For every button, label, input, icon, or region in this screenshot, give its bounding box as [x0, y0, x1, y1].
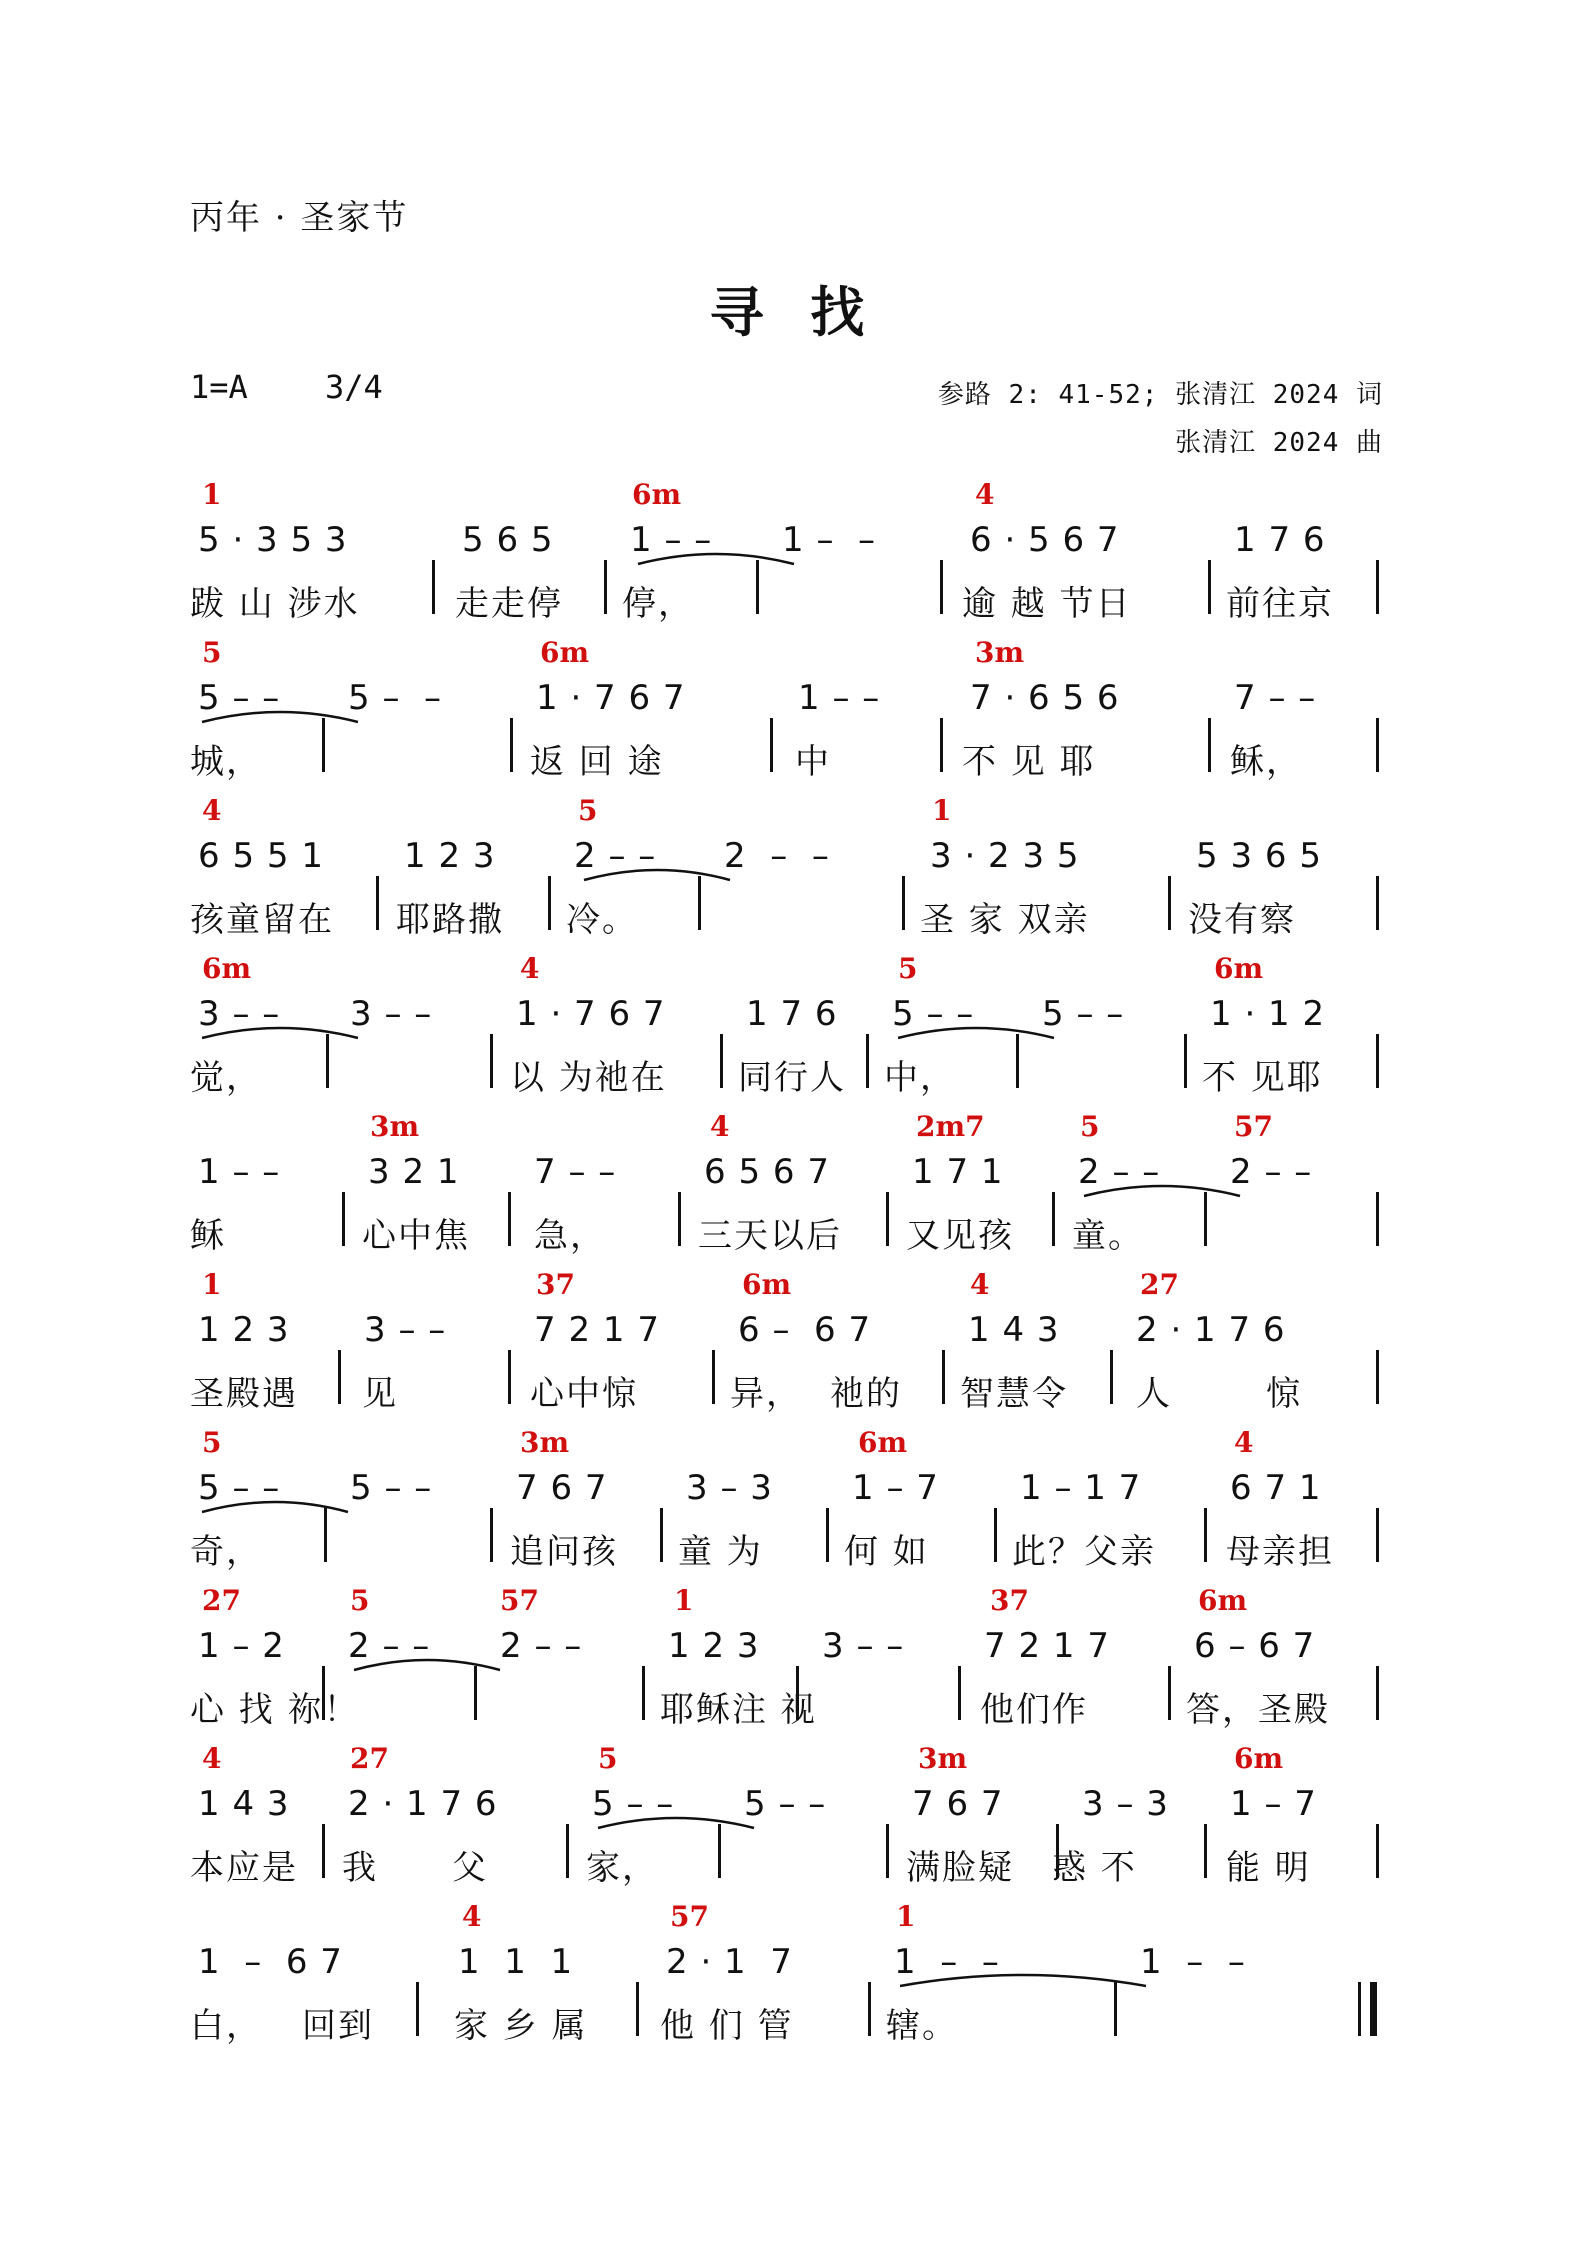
chord-symbol: 57 [1234, 1110, 1273, 1143]
lyric-line: 智慧令 [960, 1374, 1068, 1414]
note-measure: 2 – – [348, 1626, 431, 1666]
note-measure: 3 – – [364, 1310, 447, 1350]
chord-symbol: 6m [1234, 1742, 1284, 1775]
note-measure: 3 · 2 3 5 [930, 836, 1080, 876]
time-signature: 3/4 [325, 368, 383, 406]
note-measure: 1 4 3 [198, 1784, 290, 1824]
note-measure: 1 7 6 [746, 994, 838, 1034]
chord-symbol: 6m [540, 636, 590, 669]
lyric-line: 前往京 [1226, 584, 1334, 624]
chord-symbol: 37 [536, 1268, 575, 1301]
note-measure: 5 – – [744, 1784, 827, 1824]
lyric-line: 耶稣注 视 [660, 1690, 817, 1730]
lyric-line: 家 乡 属 [454, 2006, 588, 2046]
score-system-2 [190, 636, 1380, 786]
note-measure: 5 – – [592, 1784, 675, 1824]
lyric-line: 能 明 [1226, 1848, 1311, 1888]
note-measure: 1 – 7 [1230, 1784, 1317, 1824]
note-measure: 7 – – [534, 1152, 617, 1192]
chord-symbol: 3m [975, 636, 1025, 669]
lyric-line: 回到 [302, 2006, 374, 2046]
lyric-line: 稣 [190, 1216, 226, 1256]
note-measure: 5 · 3 5 3 [198, 520, 348, 560]
lyric-line: 停， [622, 584, 694, 624]
note-measure: 1 7 6 [1234, 520, 1326, 560]
lyric-line: 耶路撒 [396, 900, 504, 940]
note-measure: 1 – – [782, 520, 877, 560]
score-system-3 [190, 794, 1380, 944]
lyric-line: 同行人 [738, 1058, 846, 1098]
note-measure: 6 – 6 7 [1194, 1626, 1316, 1666]
chord-symbol: 5 [202, 636, 222, 669]
chord-symbol: 4 [710, 1110, 730, 1143]
note-measure: 3 – – [822, 1626, 905, 1666]
note-measure: 1 2 3 [404, 836, 496, 876]
lyric-line: 他们作 [980, 1690, 1088, 1730]
chord-symbol: 6m [202, 952, 252, 985]
note-measure: 6 7 1 [1230, 1468, 1322, 1508]
lyric-line: 此？父亲 [1012, 1532, 1156, 1572]
note-measure: 6 · 5 6 7 [970, 520, 1120, 560]
song-title: 寻 找 [709, 281, 879, 344]
note-measure: 1 1 1 [458, 1942, 574, 1982]
lyric-line: 我 [342, 1848, 378, 1888]
lyric-line: 见 [362, 1374, 398, 1414]
chord-symbol: 6m [742, 1268, 792, 1301]
score-system-7 [190, 1426, 1380, 1576]
tie-slur [200, 708, 360, 724]
lyric-line: 辖。 [886, 2006, 958, 2046]
chord-symbol: 57 [500, 1584, 539, 1617]
lyric-line: 异， [730, 1374, 802, 1414]
chord-symbol: 27 [350, 1742, 389, 1775]
lyric-line: 走走停 [455, 584, 563, 624]
lyricist-credit: 参路 2: 41-52; 张清江 2024 词 [937, 380, 1383, 410]
chord-symbol: 5 [598, 1742, 618, 1775]
note-measure: 1 2 3 [668, 1626, 760, 1666]
lyric-line: 逾 越 节日 [962, 584, 1132, 624]
lyric-line: 童。 [1072, 1216, 1144, 1256]
note-measure: 1 2 3 [198, 1310, 290, 1350]
chord-symbol: 4 [1234, 1426, 1254, 1459]
lyric-line: 不 见耶 [1202, 1058, 1323, 1098]
lyric-line: 何 如 [844, 1532, 929, 1572]
lyric-line: 城， [190, 742, 262, 782]
lyric-line: 父 [452, 1848, 488, 1888]
note-measure: 7 2 1 7 [534, 1310, 660, 1350]
note-measure: 6 5 5 1 [198, 836, 324, 876]
chord-symbol: 5 [350, 1584, 370, 1617]
lyric-line: 人 [1136, 1374, 1172, 1414]
note-measure: 3 2 1 [368, 1152, 460, 1192]
key-signature: 1=A [190, 368, 248, 406]
tie-slur [898, 1972, 1148, 1988]
note-measure: 7 6 7 [912, 1784, 1004, 1824]
note-measure: 5 – – [892, 994, 975, 1034]
tie-slur [896, 1024, 1056, 1040]
note-measure: 7 · 6 5 6 [970, 678, 1120, 718]
note-measure: 7 6 7 [516, 1468, 608, 1508]
lyric-line: 惊 [1266, 1374, 1302, 1414]
chord-symbol: 6m [858, 1426, 908, 1459]
note-measure: 2 · 1 7 6 [348, 1784, 498, 1824]
chord-symbol: 1 [932, 794, 952, 827]
note-measure: 1 7 1 [912, 1152, 1004, 1192]
note-measure: 6 5 6 7 [704, 1152, 830, 1192]
note-measure: 1 · 7 6 7 [536, 678, 686, 718]
tie-slur [636, 550, 796, 566]
lyric-line: 家， [586, 1848, 658, 1888]
lyric-line: 追问孩 [510, 1532, 618, 1572]
note-measure: 1 – – [198, 1152, 281, 1192]
chord-symbol: 4 [520, 952, 540, 985]
chord-symbol: 6m [1214, 952, 1264, 985]
note-measure: 1 – 6 7 [198, 1942, 343, 1982]
chord-symbol: 27 [1140, 1268, 1179, 1301]
note-measure: 1 – 1 7 [1020, 1468, 1142, 1508]
lyric-line: 没有察 [1188, 900, 1296, 940]
chord-symbol: 5 [202, 1426, 222, 1459]
note-measure: 3 – – [350, 994, 433, 1034]
note-measure: 1 – 7 [852, 1468, 939, 1508]
lyric-line: 又见孩 [906, 1216, 1014, 1256]
chord-symbol: 3m [370, 1110, 420, 1143]
note-measure: 1 – – [894, 1942, 1000, 1982]
chord-symbol: 27 [202, 1584, 241, 1617]
lyric-line: 冷。 [566, 900, 638, 940]
score-system-10 [190, 1900, 1380, 2050]
chord-symbol: 6m [1198, 1584, 1248, 1617]
note-measure: 5 – – [348, 678, 443, 718]
lyric-line: 奇， [190, 1532, 262, 1572]
note-measure: 1 – – [1140, 1942, 1246, 1982]
lyric-line: 中， [884, 1058, 956, 1098]
note-measure: 1 · 7 6 7 [516, 994, 666, 1034]
score-system-6 [190, 1268, 1380, 1418]
lyric-line: 惑 不 [1052, 1848, 1137, 1888]
chord-symbol: 4 [202, 1742, 222, 1775]
lyric-line: 白， [190, 2006, 262, 2046]
note-measure: 2 – – [724, 836, 830, 876]
note-measure: 6 – 6 7 [738, 1310, 872, 1350]
score-system-5 [190, 1110, 1380, 1260]
chord-symbol: 6m [632, 478, 682, 511]
lyric-line: 母亲担 [1226, 1532, 1334, 1572]
tie-slur [582, 866, 732, 882]
chord-symbol: 4 [975, 478, 995, 511]
note-measure: 3 – – [198, 994, 281, 1034]
chord-symbol: 1 [674, 1584, 694, 1617]
chord-symbol: 4 [970, 1268, 990, 1301]
lyric-line: 他 们 管 [660, 2006, 794, 2046]
note-measure: 5 – – [350, 1468, 433, 1508]
lyric-line: 不 见 耶 [962, 742, 1096, 782]
chord-symbol: 1 [896, 1900, 916, 1933]
note-measure: 2 – – [500, 1626, 583, 1666]
note-measure: 2 – – [1078, 1152, 1161, 1192]
note-measure: 5 – – [198, 1468, 281, 1508]
composer-credit: 张清江 2024 曲 [1175, 428, 1383, 458]
note-measure: 2 · 1 7 [666, 1942, 793, 1982]
lyric-line: 稣， [1230, 742, 1302, 782]
note-measure: 1 4 3 [968, 1310, 1060, 1350]
note-measure: 1 · 1 2 [1210, 994, 1326, 1034]
note-measure: 3 – 3 [686, 1468, 773, 1508]
note-measure: 2 · 1 7 6 [1136, 1310, 1286, 1350]
note-measure: 5 – – [198, 678, 281, 718]
tie-slur [1082, 1182, 1242, 1198]
chord-symbol: 3m [918, 1742, 968, 1775]
lyric-line: 心中焦 [362, 1216, 470, 1256]
lyric-line: 以 为祂在 [510, 1058, 667, 1098]
lyric-line: 急， [534, 1216, 606, 1256]
tie-slur [200, 1498, 350, 1514]
chord-symbol: 1 [202, 1268, 222, 1301]
note-measure: 5 6 5 [462, 520, 554, 560]
lyric-line: 圣 家 双亲 [920, 900, 1090, 940]
note-measure: 1 – – [798, 678, 881, 718]
lyric-line: 觉， [190, 1058, 262, 1098]
tie-slur [596, 1814, 756, 1830]
note-measure: 5 – – [1042, 994, 1125, 1034]
lyric-line: 孩童留在 [190, 900, 334, 940]
chord-symbol: 5 [1080, 1110, 1100, 1143]
subtitle: 丙年 · 圣家节 [190, 198, 409, 238]
score-system-1 [190, 478, 1380, 628]
chord-symbol: 4 [462, 1900, 482, 1933]
lyric-line: 跋 山 涉水 [190, 584, 360, 624]
lyric-line: 满脸疑 [906, 1848, 1014, 1888]
chord-symbol: 37 [990, 1584, 1029, 1617]
note-measure: 5 3 6 5 [1196, 836, 1322, 876]
lyric-line: 本应是 [190, 1848, 298, 1888]
lyric-line: 答，圣殿 [1186, 1690, 1330, 1730]
chord-symbol: 1 [202, 478, 222, 511]
chord-symbol: 5 [578, 794, 598, 827]
note-measure: 3 – 3 [1082, 1784, 1169, 1824]
note-measure: 7 – – [1234, 678, 1317, 718]
lyric-line: 中 [795, 742, 831, 782]
note-measure: 1 – 2 [198, 1626, 285, 1666]
lyric-line: 心中惊 [530, 1374, 638, 1414]
chord-symbol: 5 [898, 952, 918, 985]
note-measure: 2 – – [1230, 1152, 1313, 1192]
lyric-line: 三天以后 [698, 1216, 842, 1256]
score-system-8 [190, 1584, 1380, 1734]
lyric-line: 返 回 途 [530, 742, 664, 782]
chord-symbol: 2m7 [916, 1110, 985, 1143]
lyric-line: 童 为 [678, 1532, 763, 1572]
tie-slur [200, 1024, 360, 1040]
chord-symbol: 57 [670, 1900, 709, 1933]
chord-symbol: 4 [202, 794, 222, 827]
lyric-line: 祂的 [830, 1374, 902, 1414]
note-measure: 7 2 1 7 [984, 1626, 1110, 1666]
lyric-line: 圣殿遇 [190, 1374, 298, 1414]
note-measure: 2 – – [574, 836, 657, 876]
lyric-line: 心 找 祢！ [190, 1690, 360, 1730]
score-system-4 [190, 952, 1380, 1102]
chord-symbol: 3m [520, 1426, 570, 1459]
tie-slur [352, 1656, 502, 1672]
score-system-9 [190, 1742, 1380, 1892]
note-measure: 1 – – [630, 520, 713, 560]
